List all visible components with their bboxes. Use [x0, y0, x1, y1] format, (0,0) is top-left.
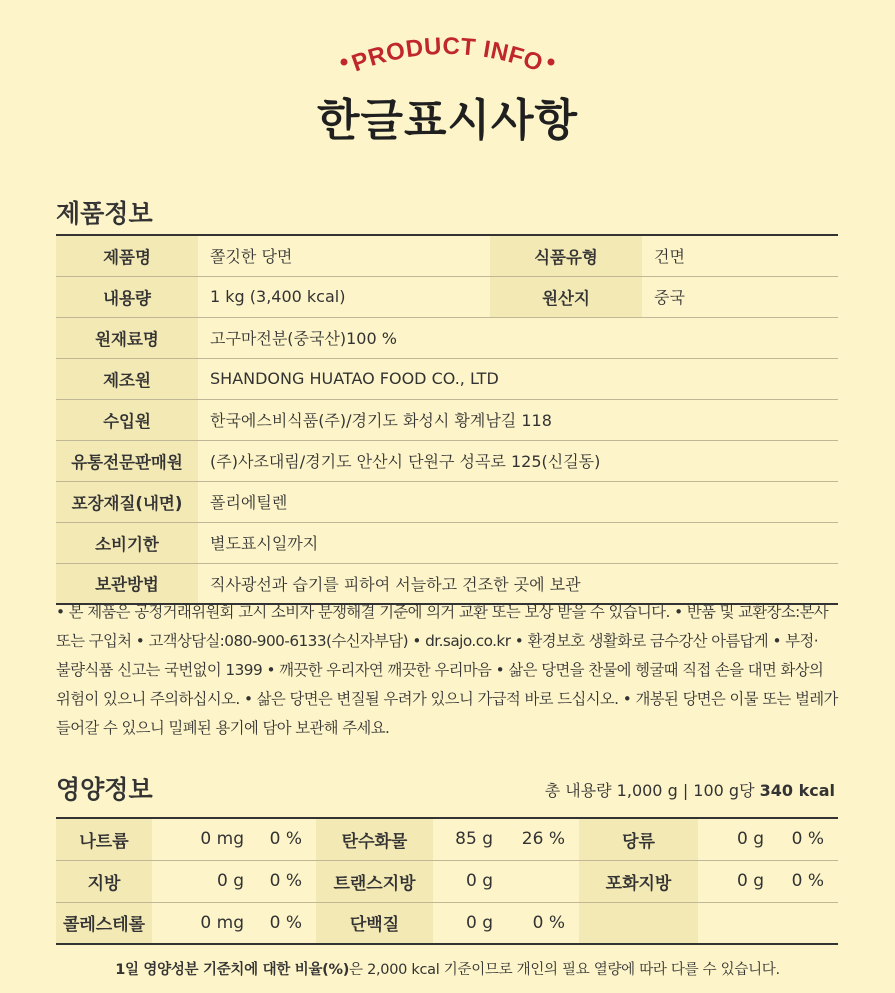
nutrient-amount: 0 g: [465, 912, 493, 933]
row-value: 1 kg (3,400 kcal): [198, 276, 490, 317]
nutrient-name-empty: [579, 902, 698, 944]
nutrient-name: 당류: [579, 818, 698, 860]
row-value: 직사광선과 습기를 피하여 서늘하고 건조한 곳에 보관: [210, 574, 581, 594]
row-value: SHANDONG HUATAO FOOD CO., LTD: [198, 358, 838, 399]
row-label: 원재료명: [56, 317, 198, 358]
nutrient-percent: 0 %: [770, 818, 838, 860]
row-label: 유통전문판매원: [56, 440, 198, 481]
nutrient-percent: 0 %: [770, 860, 838, 902]
nutrient-amount: 85 g: [433, 818, 499, 860]
nutrition-table: [56, 817, 838, 945]
table-row: [56, 818, 838, 860]
footnote-rest: 은 2,000 kcal 기준이므로 개인의 필요 열량에 따라 다를 수 있습니다.: [349, 962, 780, 978]
row-label: 식품유형: [490, 235, 642, 276]
row-value: 폴리에틸렌: [198, 481, 838, 522]
nutrient-amount-empty: [698, 902, 770, 944]
serving-info: [545, 778, 835, 801]
table-row: [56, 358, 838, 399]
table-row: [56, 276, 838, 317]
nutrient-percent: 0 %: [250, 860, 316, 902]
row-value: 건면: [642, 235, 838, 276]
nutrient-amount: 0 g: [698, 818, 770, 860]
nutrient-name: 지방: [56, 860, 152, 902]
nutrient-percent: 26 %: [499, 818, 579, 860]
nutrient-percent: [499, 860, 579, 902]
table-row: [56, 399, 838, 440]
table-row: [56, 317, 838, 358]
row-label: 수입원: [56, 399, 198, 440]
nutrient-percent: 0 %: [250, 818, 316, 860]
nutrient-name: 포화지방: [579, 860, 698, 902]
notice-text: • 본 제품은 공정거래위원회 고시 소비자 분쟁해결 기준에 의거 교환 또는 보상 받을 수 있습니다. • 반품 및 교환장소:본사 또는 구입처 • 고객상담실:080-900-6133(수신자부담) • dr.sajo.co.kr • 환경보호 생활화로 금수강산 아름답게 • 부정·불량식품 신고는 국번없이 1399 • 깨끗한 우리자연 깨끗한 우리마음 • 삶은 당면을 찬물에 헹굴때 직접 손을 대면 화상의 위험이 있으니 주의하십시오. • 삶은 당면은 변질될 우려가 있으니 가급적 바로 드십시오. • 개봉된 당면은 이물 또는 벌레가 들어갈 수 있으니 밀폐된 용기에 담아 보관해 주세요.: [56, 603, 838, 737]
nutrient-amount: 0 mg: [152, 818, 250, 860]
row-value: 고구마전분(중국산)100 %: [198, 317, 838, 358]
footnote: [0, 958, 895, 979]
row-label: 포장재질(내면): [56, 481, 198, 522]
nutrient-name: 트랜스지방: [316, 860, 433, 902]
table-row: [56, 522, 838, 563]
nutrient-amount: 0 g: [433, 860, 499, 902]
nutrient-amount: 0 g: [698, 860, 770, 902]
nutrient-name: 콜레스테롤: [56, 902, 152, 944]
footnote-bold: 1일 영양성분 기준치에 대한 비율(%): [115, 962, 350, 978]
nutrient-amount: 0 g: [152, 860, 250, 902]
row-value: 중국: [642, 276, 838, 317]
header: [0, 0, 895, 160]
row-value: (주)사조대림/경기도 안산시 단원구 성곡로 125(신길동): [198, 440, 838, 481]
nutrient-amount: 0 mg: [200, 912, 244, 933]
table-row: [56, 440, 838, 481]
table-row: [56, 481, 838, 522]
product-info-table: [56, 234, 838, 605]
nutrient-name: 나트륨: [56, 818, 152, 860]
table-row: [56, 860, 838, 902]
dot-right-icon: [548, 59, 555, 66]
row-value: 쫄깃한 당면: [198, 235, 490, 276]
product-info-subtitle: PRODUCT INFO: [348, 32, 547, 78]
page-title: 한글표시사항: [316, 95, 579, 146]
row-value: 한국에스비식품(주)/경기도 화성시 황계남길 118: [198, 399, 838, 440]
row-label: 내용량: [56, 276, 198, 317]
row-label: 원산지: [490, 276, 642, 317]
nutrient-percent: 0 %: [532, 912, 565, 933]
row-value: 별도표시일까지: [198, 522, 838, 563]
table-row: [56, 902, 838, 944]
nutrient-name: 탄수화물: [316, 818, 433, 860]
table-row: [56, 235, 838, 276]
serving-prefix: 총 내용량 1,000 g | 100 g당: [544, 781, 755, 800]
dot-left-icon: [341, 59, 348, 66]
row-label: 소비기한: [56, 522, 198, 563]
row-label: 보관방법: [56, 563, 198, 604]
row-label: 제품명: [56, 235, 198, 276]
product-info-arc-title: [0, 0, 895, 90]
nutrient-percent: 0 %: [269, 912, 302, 933]
product-info-section-title: 제품정보: [56, 199, 153, 228]
nutrition-section-title: 영양정보: [56, 775, 153, 804]
nutrient-name: 단백질: [316, 902, 433, 944]
serving-kcal: 340 kcal: [759, 781, 835, 800]
row-label: 제조원: [56, 358, 198, 399]
nutrient-percent-empty: [770, 902, 838, 944]
